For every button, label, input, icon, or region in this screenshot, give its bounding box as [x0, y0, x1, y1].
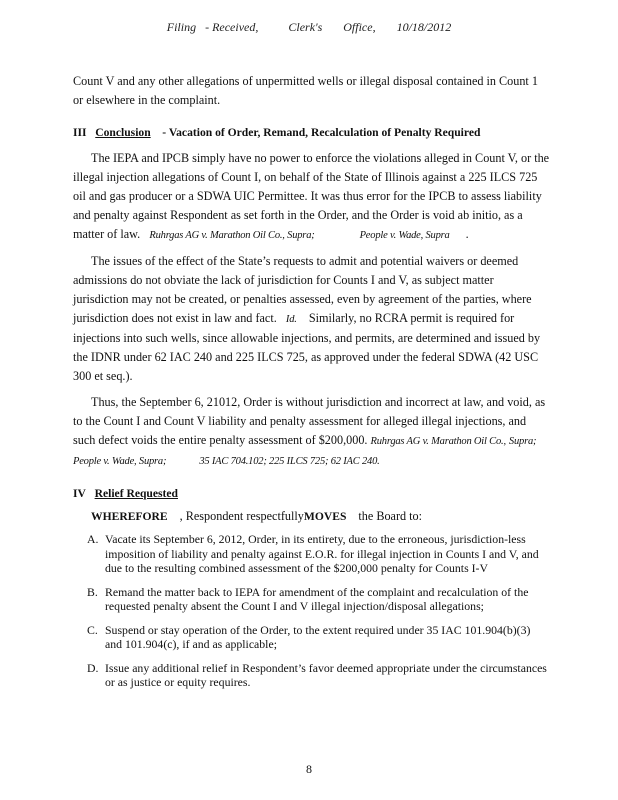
section-subtitle: - Vacation of Order, Remand, Recalculation of Penalty Required	[162, 126, 481, 139]
section-title: Conclusion	[95, 126, 151, 139]
list-item-text: Remand the matter back to IEPA for amendment of the complaint and recalculation of the requested penalty absent the Count I and V illegal injection/disposal allegations;	[105, 584, 529, 613]
paragraph-admissions	[73, 252, 551, 386]
paragraph-continuation: Count V and any other allegations of unpermitted wells or illegal disposal contained in Count 1 or elsewhere in the complaint.	[73, 74, 538, 107]
case-citation: People v. Wade, Supra	[359, 230, 450, 241]
page-number: 8	[306, 762, 312, 776]
section-relief-heading	[73, 484, 551, 503]
case-citation: People v. Wade, Supra;	[73, 456, 167, 467]
wherefore-text: , Respondent respectfully	[179, 509, 304, 523]
case-citation: Ruhrgas AG v. Marathon Oil Co.,	[370, 436, 506, 447]
paragraph-text: The issues of the effect of the State’s requests to admit and potential waivers or deemed admissions do not obviate the lack of jurisdiction for Counts I and V, as subject matter jurisdiction may not be created, or penalties assessed, even by agreement of the parties, where jurisdiction does not exist in law and fact.	[73, 254, 532, 325]
paragraph-text: Thus, the September 6, 21012, Order is without jurisdiction and incorrect at law, and void, as to the Count I and Count V liability and penalty assessment for alleged illegal injections, and such defect voids the entire penalty assessment of $200,000.	[73, 395, 546, 447]
list-item-text: Vacate its September 6, 2012, Order, in its entirety, due to the erroneous, jurisdiction-less imposition of liability and penalty against E.O.R. for illegal injection in Counts I and V, and due to the resulting combined assessment of the $200,000 penalty for Counts I-V	[105, 532, 539, 575]
list-item	[87, 661, 547, 690]
paragraph-text: Similarly, no RCRA permit is required for injections into such wells, since allowable injections, and permits, are determined and issued by the IDNR under 62 IAC 240 and 225 ILCS 725, as approved under the federal SDWA (42 USC 300 et seq.).	[73, 311, 541, 383]
list-item	[87, 623, 547, 652]
paragraph-end: .	[465, 227, 469, 241]
list-item	[87, 532, 547, 576]
list-item-label: D.	[87, 660, 99, 675]
section-title: Relief Requested	[94, 487, 178, 500]
section-number: IV	[73, 487, 86, 500]
paragraph-conclusion	[73, 393, 551, 471]
case-citation: Id.	[285, 314, 297, 325]
moves-keyword: MOVES	[303, 510, 347, 523]
relief-list	[87, 532, 547, 690]
list-item-label: B.	[87, 584, 98, 599]
document-body	[73, 72, 551, 699]
case-citation: Ruhrgas AG v. Marathon Oil Co., Supra;	[149, 230, 315, 241]
wherefore-clause	[91, 507, 551, 526]
list-item-text: Suspend or stay operation of the Order, to the extent required under 35 IAC 101.904(b)(3) and 101.904(c), if and as applicable;	[105, 622, 531, 651]
list-item-label: C.	[87, 622, 98, 637]
filing-stamp-header: Filing - Received, Clerk's Office, 10/18/2012	[166, 20, 452, 34]
list-item	[87, 585, 547, 614]
case-citation: Supra;	[508, 436, 537, 447]
list-item-text: Issue any additional relief in Respondent’s favor deemed appropriate under the circumstances or as justice or equity requires.	[105, 660, 547, 689]
paragraph-text: The IEPA and IPCB simply have no power to enforce the violations alleged in Count V, or the illegal injection allegations of Count I, on behalf of the State of Illinois against a 225 ILCS 725 oil and gas producer or a SDWA UIC Permittee. It was thus error for the IPCB to assess liability and penalty against Respondent as set forth in the Order, and the Order is void ab initio, as a matter of law.	[73, 151, 550, 241]
paragraph-jurisdiction	[73, 149, 551, 245]
statute-citation: 35 IAC 704.102; 225 ILCS 725; 62 IAC 240.	[199, 456, 380, 467]
wherefore-end: the Board to:	[358, 509, 423, 523]
list-item-label: A.	[87, 532, 99, 546]
section-number: III	[73, 126, 87, 139]
section-conclusion-heading	[73, 123, 551, 142]
wherefore-lead: WHEREFORE	[91, 510, 168, 523]
